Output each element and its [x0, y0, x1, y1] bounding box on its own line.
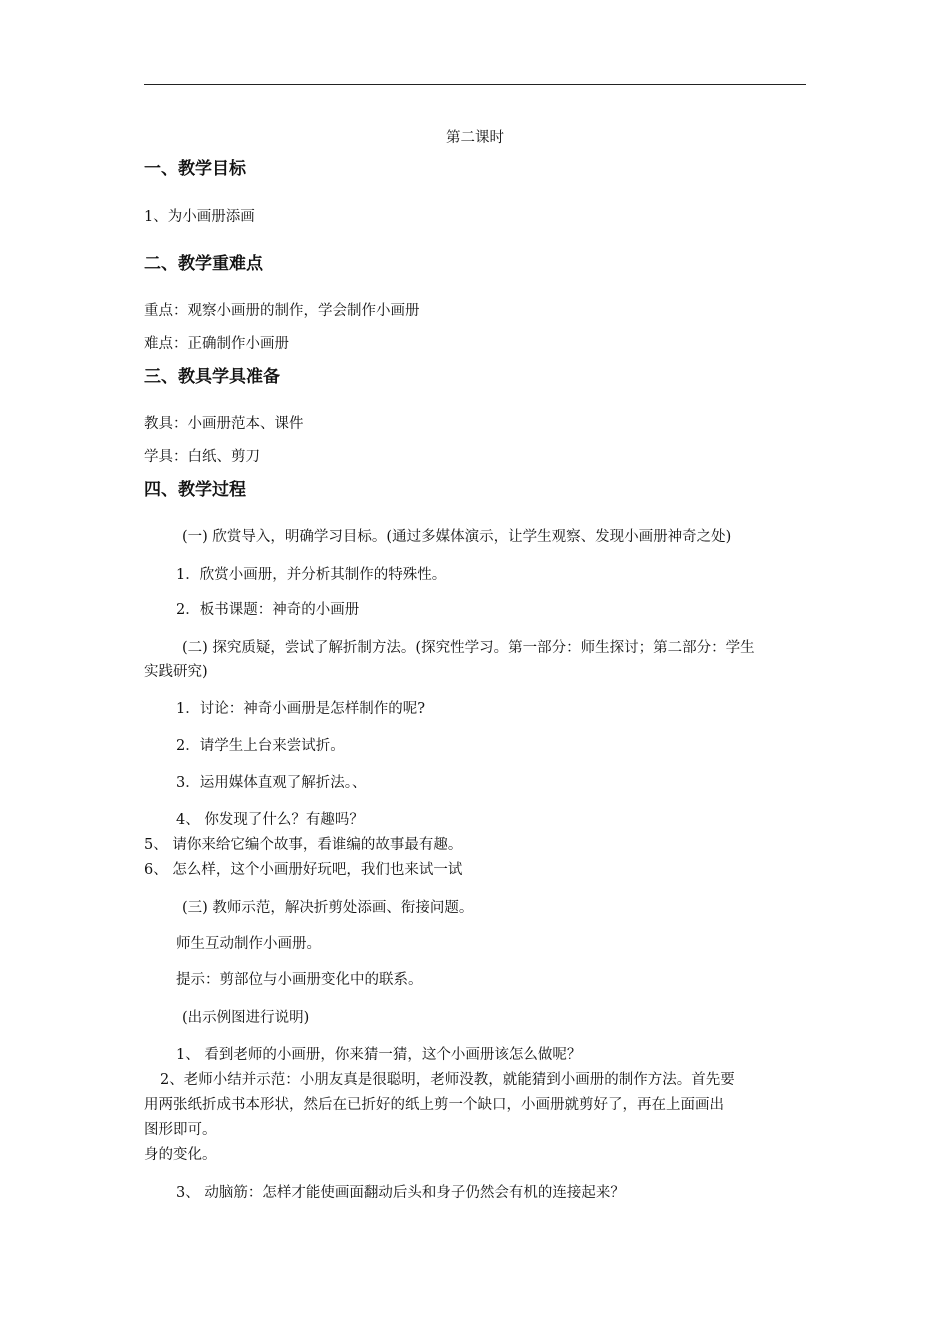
section-heading-materials: 三、教具学具准备 — [144, 367, 280, 387]
list-item: 1．欣赏小画册，并分析其制作的特殊性。 — [176, 567, 447, 583]
paragraph: 难点：正确制作小画册 — [144, 336, 289, 352]
paragraph: 身的变化。 — [144, 1147, 217, 1163]
paragraph: 实践研究) — [144, 664, 208, 680]
paragraph: 教具：小画册范本、课件 — [144, 416, 304, 432]
paragraph: (二) 探究质疑，尝试了解折制方法。(探究性学习。第一部分：师生探讨；第二部分：学生 — [182, 640, 755, 656]
paragraph: 用两张纸折成书本形状，然后在已折好的纸上剪一个缺口，小画册就剪好了，再在上面画出 — [144, 1097, 724, 1113]
paragraph: 2、老师小结并示范：小朋友真是很聪明，老师没教，就能猜到小画册的制作方法。首先要 — [160, 1072, 735, 1088]
paragraph: 图形即可。 — [144, 1122, 217, 1138]
list-item: 2．请学生上台来尝试折。 — [176, 738, 345, 754]
paragraph: 师生互动制作小画册。 — [176, 936, 321, 952]
list-item: 3．运用媒体直观了解折法。、 — [176, 775, 367, 791]
section-heading-process: 四、教学过程 — [144, 480, 246, 500]
section-heading-objectives: 一、教学目标 — [144, 159, 246, 179]
paragraph: 提示：剪部位与小画册变化中的联系。 — [176, 972, 423, 988]
list-item: 1．讨论：神奇小画册是怎样制作的呢? — [176, 701, 425, 717]
list-item: 3、 动脑筋：怎样才能使画面翻动后头和身子仍然会有机的连接起来？ — [176, 1185, 625, 1201]
list-item: 5、 请你来给它编个故事，看谁编的故事最有趣。 — [144, 837, 463, 853]
section-heading-key-points: 二、教学重难点 — [144, 254, 263, 274]
paragraph: (三) 教师示范，解决折剪处添画、衔接问题。 — [182, 900, 474, 916]
list-item: 1、 看到老师的小画册，你来猜一猜，这个小画册该怎么做呢？ — [176, 1047, 582, 1063]
paragraph: 重点：观察小画册的制作，学会制作小画册 — [144, 303, 420, 319]
list-item: 4、 你发现了什么？有趣吗？ — [176, 812, 364, 828]
paragraph: (一) 欣赏导入，明确学习目标。(通过多媒体演示，让学生观察、发现小画册神奇之处) — [182, 529, 732, 545]
list-item: 2．板书课题：神奇的小画册 — [176, 602, 360, 618]
page-title: 第二课时 — [446, 130, 504, 146]
header-rule — [144, 84, 806, 85]
list-item: 6、 怎么样，这个小画册好玩吧，我们也来试一试 — [144, 862, 463, 878]
paragraph: (出示例图进行说明) — [182, 1010, 310, 1026]
paragraph: 1、为小画册添画 — [144, 209, 255, 225]
paragraph: 学具：白纸、剪刀 — [144, 449, 260, 465]
